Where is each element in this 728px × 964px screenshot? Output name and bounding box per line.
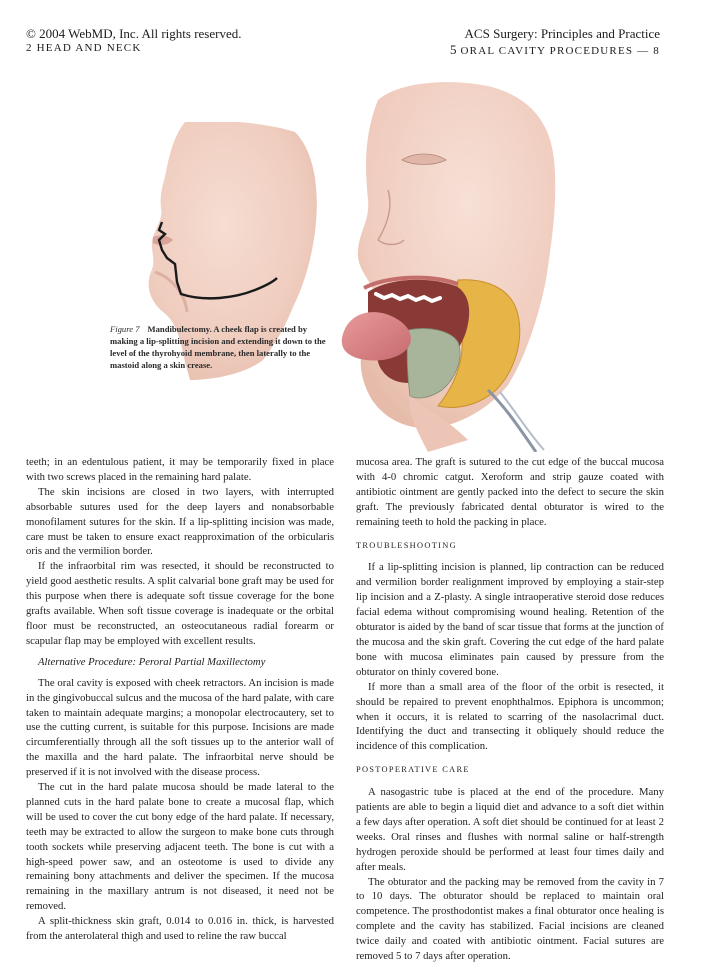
chapter-label: ORAL CAVITY PROCEDURES — 8 [460, 45, 660, 57]
paragraph: The oral cavity is exposed with cheek retractors. An incision is made in the gingivobuccal sulcus and the mucosa of the hard palate, with care taken to maintain adequate margins; a monopolar electrocautery, set to use the cutting current, is suitable for this purpose. Incisions are made circumferentially through all the soft tissues up to the anterior wall of the maxilla and the hard palate. The infraorbital nerve should be preserved if it is not involved with the disease process. [26, 676, 334, 779]
paragraph: If the infraorbital rim was resected, it should be reconstructed to yield good aesthetic results. A split calvarial bone graft may be used for this purpose when there is adequate soft tissue coverage for the bone grafts available. When soft tissue coverage is inadequate or the orbital floor must be reconstructed, an osteocutaneous radial forearm or scapular flap may be employed with excellent results. [26, 560, 334, 647]
paragraph: The obturator and the packing may be removed from the cavity in 7 to 10 days. The obturator should be replaced to maintain oral competence. The prosthodontist makes a final obturator once healing is complete and the cavity has stabilized. Facial incisions are cleaned twice daily and coated with antibiotic ointment. Facial sutures are removed 5 to 7 days after operation. [356, 875, 664, 963]
section-heading-troubleshooting: TROUBLESHOOTING [356, 540, 457, 550]
section-heading-postoperative-care: POSTOPERATIVE CARE [356, 765, 470, 775]
figure-caption [110, 323, 328, 371]
paragraph: A nasogastric tube is placed at the end of the procedure. Many patients are able to begin a liquid diet and advance to a soft diet within a few days after operation. A soft diet should be continued for at least 2 weeks. Oral rinses and flushes with normal saline or half-strength hydrogen peroxide should be performed at least four times daily and after meals. [356, 786, 664, 873]
paragraph: A split-thickness skin graft, 0.014 to 0.016 in. thick, is harvested from the anterolateral thigh and used to reline the raw buccal [26, 915, 334, 943]
paragraph: mucosa area. The graft is sutured to the cut edge of the buccal mucosa with 4-0 chromic catgut. Xeroform and strip gauze coated with antibiotic ointment are gently packed into the defect to secure the skin graft. The previously fabricated dental obturator is wired to the remaining teeth to hold the packing in place. [356, 456, 664, 528]
paragraph: If a lip-splitting incision is planned, lip contraction can be reduced and vermilion border realignment improved by employing a stair-step lip incision and a Z-plasty. A single intraoperative steroid dose reduces facial edema without compromising wound healing. Retention of the obturator is aided by the band of scar tissue that forms at the junction of the mucosa and the skin graft. Covering the cut edge of the hard palate bone with mucosa eliminates pain caused by pressure from the obturator on thinly covered bone. [356, 561, 664, 678]
subsection-heading: Alternative Procedure: Peroral Partial Maxillectomy [38, 655, 266, 668]
illustration-cheek-flap [338, 80, 558, 452]
left-column [26, 455, 334, 944]
chapter-title [450, 42, 660, 58]
chapter-number: 5 [450, 42, 457, 57]
paragraph: If more than a small area of the floor of the orbit is resected, it should be repaired to prevent enophthalmos. Epiphora is uncommon; when it occurs, it is related to scarring of the nasolacrimal duct. Identifying the duct and transecting it obliquely should reduce the incidence of this complication. [356, 680, 664, 753]
paragraph: The cut in the hard palate mucosa should be made lateral to the planned cuts in the hard palate bone to create a mucosal flap, which will be used to cover the cut bony edge of the hard palate. If necessary, teeth may be extracted to allow the surgeon to make bone cuts through tooth sockets while preserving adjacent teeth. The bone is cut with a high-speed power saw, and an osteotome is used to divide any remaining bony attachments and deliver the specimen. If the mucosa remaining in the maxillary antrum is not diseased, it need not be removed. [26, 781, 334, 913]
figure-label: Figure 7 [110, 324, 140, 334]
copyright-notice: © 2004 WebMD, Inc. All rights reserved. [26, 26, 242, 41]
right-column [356, 455, 664, 964]
figure-caption-text: Mandibulectomy. A cheek flap is created by making a lip-splitting incision and extending it down to the level of the thyrohyoid membrane, then laterally to the mastoid along a skin crease. [110, 324, 326, 370]
paragraph: teeth; in an edentulous patient, it may be temporarily fixed in place with two screws placed in the remaining hard palate. [26, 456, 334, 483]
section-title: 2 HEAD AND NECK [26, 42, 142, 54]
figure-7 [0, 70, 728, 450]
book-title: ACS Surgery: Principles and Practice [464, 26, 660, 41]
retractor-icon [488, 390, 536, 452]
paragraph: The skin incisions are closed in two layers, with interrupted absorbable sutures used for the deep layers and nonabsorbable monofilament sutures for the skin. If a lip-splitting incision was made, care must be taken to ensure exact reapproximation of the orbicularis oris and the vermilion border. [26, 485, 334, 558]
